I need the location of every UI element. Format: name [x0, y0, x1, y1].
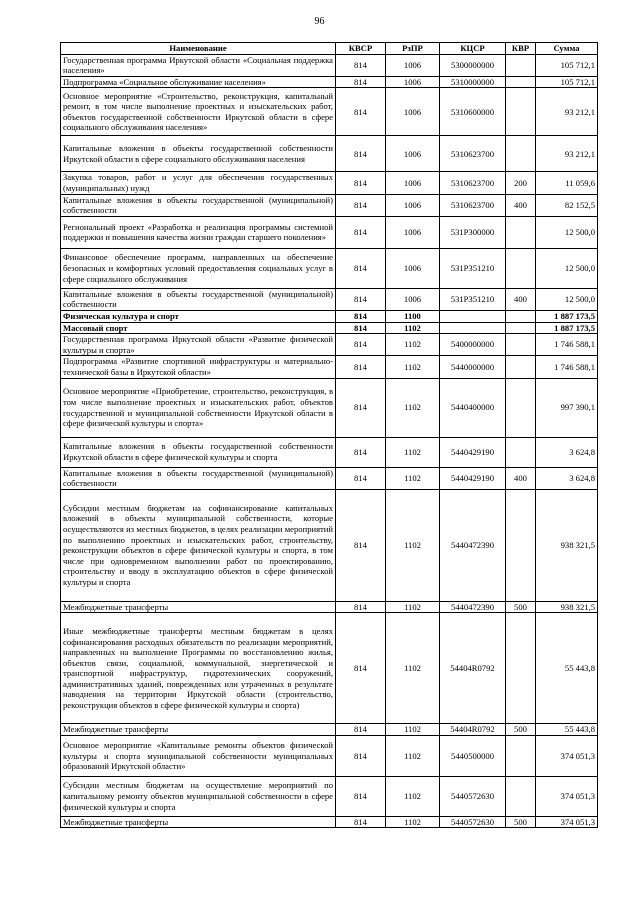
cell-sum: 55 443,8	[536, 724, 598, 736]
table-row	[61, 172, 598, 194]
cell-sum: 374 051,3	[536, 735, 598, 776]
cell-kcsr: 5310623700	[440, 136, 506, 172]
cell-sum: 105 712,1	[536, 76, 598, 88]
cell-kvsr: 814	[336, 322, 386, 334]
table-row	[61, 601, 598, 613]
cell-kvsr: 814	[336, 613, 386, 724]
cell-name: Основное мероприятие «Приобретение, строительство, реконструкция, в том числе выполнение проектных и изыскательских работ, объектов государственной и муниципальной собственности Иркутской области в сфере физической культуры и спорта»	[61, 378, 336, 437]
cell-kvr	[506, 216, 536, 248]
page-number: 96	[314, 16, 325, 27]
cell-sum: 1 887 173,5	[536, 322, 598, 334]
table-row	[61, 356, 598, 378]
table-row	[61, 310, 598, 322]
cell-kvr	[506, 613, 536, 724]
cell-sum: 374 051,3	[536, 816, 598, 828]
cell-kcsr: 531P300000	[440, 216, 506, 248]
cell-name: Подпрограмма «Социальное обслуживание населения»	[61, 76, 336, 88]
cell-kcsr: 5310000000	[440, 76, 506, 88]
cell-name: Основное мероприятие «Капитальные ремонты объектов физической культуры и спорта муниципальной собственности муниципальных образований Иркутской области»	[61, 735, 336, 776]
cell-sum: 1 746 588,1	[536, 334, 598, 356]
table-row	[61, 776, 598, 816]
cell-sum: 374 051,3	[536, 776, 598, 816]
table-row	[61, 467, 598, 489]
table-row	[61, 322, 598, 334]
cell-rzpr: 1006	[386, 216, 440, 248]
cell-kcsr: 5440400000	[440, 378, 506, 437]
table-row	[61, 378, 598, 437]
cell-kvsr: 814	[336, 194, 386, 216]
cell-rzpr: 1100	[386, 310, 440, 322]
cell-kcsr: 54404R0792	[440, 724, 506, 736]
cell-kcsr: 531P351210	[440, 288, 506, 310]
cell-name: Подпрограмма «Развитие спортивной инфраструктуры и материально- технической базы в Иркутской области»	[61, 356, 336, 378]
cell-sum: 12 500,0	[536, 216, 598, 248]
cell-rzpr: 1102	[386, 735, 440, 776]
cell-sum: 3 624,8	[536, 437, 598, 467]
cell-name: Субсидии местным бюджетам на осуществление мероприятий по капитальному ремонту объектов муниципальной собственности в сфере физической культуры и спорта	[61, 776, 336, 816]
cell-kvr: 500	[506, 601, 536, 613]
cell-kvr	[506, 356, 536, 378]
cell-sum: 55 443,8	[536, 613, 598, 724]
cell-name: Государственная программа Иркутской области «Социальная поддержка населения»	[61, 54, 336, 76]
header-kcsr: КЦСР	[440, 43, 506, 55]
cell-kcsr: 531P351210	[440, 248, 506, 288]
table-row	[61, 613, 598, 724]
cell-sum: 1 746 588,1	[536, 356, 598, 378]
cell-kvr	[506, 88, 536, 136]
cell-rzpr: 1006	[386, 54, 440, 76]
cell-name: Физическая культура и спорт	[61, 310, 336, 322]
cell-kvr: 400	[506, 288, 536, 310]
cell-kvr	[506, 248, 536, 288]
cell-sum: 938 321,5	[536, 601, 598, 613]
cell-rzpr: 1102	[386, 776, 440, 816]
table-row	[61, 437, 598, 467]
cell-rzpr: 1102	[386, 724, 440, 736]
cell-kcsr: 5310623700	[440, 172, 506, 194]
cell-kvsr: 814	[336, 288, 386, 310]
cell-kcsr: 5440572630	[440, 816, 506, 828]
table-row	[61, 136, 598, 172]
cell-kcsr: 5400000000	[440, 334, 506, 356]
cell-rzpr: 1102	[386, 378, 440, 437]
cell-kvsr: 814	[336, 601, 386, 613]
cell-kvr: 400	[506, 467, 536, 489]
cell-kvsr: 814	[336, 248, 386, 288]
cell-kvr: 500	[506, 816, 536, 828]
cell-kcsr: 5440429190	[440, 467, 506, 489]
cell-name: Иные межбюджетные трансферты местным бюджетам в целях софинансирования расходных обязательств по реализации мероприятий, направленных на выполнение Программы по восстановлению жилья, объектов связи, социальной, коммунальной, энергетической и транспортной инфраструктур, гидротехнических сооружений, административных зданий, поврежденных или утраченных в результате наводнения на территории Иркутской области (строительство, реконструкция объектов в сфере физической культуры и спорта)	[61, 613, 336, 724]
cell-rzpr: 1102	[386, 601, 440, 613]
cell-rzpr: 1102	[386, 816, 440, 828]
cell-kvr	[506, 437, 536, 467]
cell-kvsr: 814	[336, 437, 386, 467]
cell-kcsr: 5440429190	[440, 437, 506, 467]
cell-name: Региональный проект «Разработка и реализация программы системной поддержки и повышения качества жизни граждан старшего поколения»	[61, 216, 336, 248]
cell-kvr	[506, 322, 536, 334]
cell-rzpr: 1006	[386, 76, 440, 88]
header-kvsr: КВСР	[336, 43, 386, 55]
cell-name: Межбюджетные трансферты	[61, 816, 336, 828]
cell-kvsr: 814	[336, 216, 386, 248]
table-row	[61, 54, 598, 76]
table-row	[61, 194, 598, 216]
cell-kcsr	[440, 322, 506, 334]
table-row	[61, 816, 598, 828]
cell-kvr	[506, 76, 536, 88]
table-header-row	[61, 43, 598, 55]
cell-rzpr: 1006	[386, 248, 440, 288]
cell-kcsr: 5440000000	[440, 356, 506, 378]
cell-rzpr: 1102	[386, 322, 440, 334]
cell-rzpr: 1006	[386, 88, 440, 136]
cell-kvr	[506, 378, 536, 437]
table-body	[61, 54, 598, 828]
cell-name: Межбюджетные трансферты	[61, 601, 336, 613]
cell-kvr	[506, 310, 536, 322]
cell-kvr	[506, 489, 536, 601]
table-row	[61, 76, 598, 88]
cell-kvsr: 814	[336, 356, 386, 378]
cell-kvsr: 814	[336, 816, 386, 828]
cell-name: Субсидии местным бюджетам на софинансирование капитальных вложений в объекты муниципальной собственности, которые осуществляются из местных бюджетов, в целях реализации мероприятий по выполнению проектных и изыскательских работ, строительству, реконструкции объектов в сфере физической культуры и спорта, в том числе при одновременном выполнении работ по проектированию, строительству и вводу в эксплуатацию объектов в сфере физической культуры и спорта	[61, 489, 336, 601]
cell-rzpr: 1006	[386, 172, 440, 194]
cell-kvsr: 814	[336, 735, 386, 776]
cell-rzpr: 1006	[386, 288, 440, 310]
cell-kvsr: 814	[336, 776, 386, 816]
cell-sum: 105 712,1	[536, 54, 598, 76]
cell-kvr	[506, 735, 536, 776]
cell-kcsr: 5440572630	[440, 776, 506, 816]
cell-rzpr: 1102	[386, 334, 440, 356]
cell-sum: 12 500,0	[536, 288, 598, 310]
budget-table	[60, 42, 598, 828]
table-row	[61, 288, 598, 310]
cell-name: Основное мероприятие «Строительство, реконструкция, капитальный ремонт, в том числе выполнение проектных и изыскательских работ, объектов государственной собственности Иркутской области в сфере социального обслуживания населения»	[61, 88, 336, 136]
cell-kcsr: 5440500000	[440, 735, 506, 776]
cell-kcsr	[440, 310, 506, 322]
cell-rzpr: 1102	[386, 467, 440, 489]
cell-name: Межбюджетные трансферты	[61, 724, 336, 736]
cell-sum: 93 212,1	[536, 136, 598, 172]
cell-name: Капитальные вложения в объекты государственной (муниципальной) собственности	[61, 194, 336, 216]
cell-kvsr: 814	[336, 172, 386, 194]
cell-name: Закупка товаров, работ и услуг для обеспечения государственных (муниципальных) нужд	[61, 172, 336, 194]
cell-kvsr: 814	[336, 489, 386, 601]
table-row	[61, 489, 598, 601]
cell-sum: 12 500,0	[536, 248, 598, 288]
cell-name: Капитальные вложения в объекты государственной собственности Иркутской области в сфере физической культуры и спорта	[61, 437, 336, 467]
cell-rzpr: 1006	[386, 194, 440, 216]
cell-kcsr: 5310600000	[440, 88, 506, 136]
cell-kvsr: 814	[336, 136, 386, 172]
cell-sum: 93 212,1	[536, 88, 598, 136]
table-row	[61, 88, 598, 136]
table-row	[61, 216, 598, 248]
cell-kcsr: 5310623700	[440, 194, 506, 216]
cell-kvr	[506, 54, 536, 76]
cell-name: Капитальные вложения в объекты государственной собственности Иркутской области в сфере социального обслуживания населения	[61, 136, 336, 172]
cell-kcsr: 54404R0792	[440, 613, 506, 724]
cell-kvsr: 814	[336, 88, 386, 136]
cell-name: Финансовое обеспечение программ, направленных на обеспечение безопасных и комфортных условий предоставления социальных услуг в сфере социального обслуживания	[61, 248, 336, 288]
cell-kvr	[506, 136, 536, 172]
cell-kcsr: 5440472390	[440, 489, 506, 601]
cell-rzpr: 1102	[386, 613, 440, 724]
cell-name: Государственная программа Иркутской области «Развитие физической культуры и спорта»	[61, 334, 336, 356]
cell-kvr: 500	[506, 724, 536, 736]
table-row	[61, 334, 598, 356]
cell-rzpr: 1006	[386, 136, 440, 172]
cell-kvr	[506, 334, 536, 356]
cell-sum: 1 887 173,5	[536, 310, 598, 322]
table-row	[61, 248, 598, 288]
cell-kvr: 200	[506, 172, 536, 194]
cell-sum: 938 321,5	[536, 489, 598, 601]
cell-sum: 11 059,6	[536, 172, 598, 194]
cell-kvsr: 814	[336, 54, 386, 76]
header-rzpr: РзПР	[386, 43, 440, 55]
cell-kvr: 400	[506, 194, 536, 216]
cell-sum: 82 152,5	[536, 194, 598, 216]
cell-kvsr: 814	[336, 467, 386, 489]
cell-kvsr: 814	[336, 378, 386, 437]
cell-name: Капитальные вложения в объекты государственной (муниципальной) собственности	[61, 288, 336, 310]
header-name: Наименование	[61, 43, 336, 55]
table-row	[61, 735, 598, 776]
cell-kvsr: 814	[336, 310, 386, 322]
cell-rzpr: 1102	[386, 356, 440, 378]
cell-kvr	[506, 776, 536, 816]
cell-sum: 3 624,8	[536, 467, 598, 489]
cell-kcsr: 5440472390	[440, 601, 506, 613]
cell-name: Массовый спорт	[61, 322, 336, 334]
cell-rzpr: 1102	[386, 489, 440, 601]
cell-kvsr: 814	[336, 724, 386, 736]
cell-kvsr: 814	[336, 334, 386, 356]
header-kvr: КВР	[506, 43, 536, 55]
header-sum: Сумма	[536, 43, 598, 55]
cell-kcsr: 5300000000	[440, 54, 506, 76]
cell-kvsr: 814	[336, 76, 386, 88]
cell-name: Капитальные вложения в объекты государственной (муниципальной) собственности	[61, 467, 336, 489]
table-row	[61, 724, 598, 736]
cell-sum: 997 390,1	[536, 378, 598, 437]
cell-rzpr: 1102	[386, 437, 440, 467]
